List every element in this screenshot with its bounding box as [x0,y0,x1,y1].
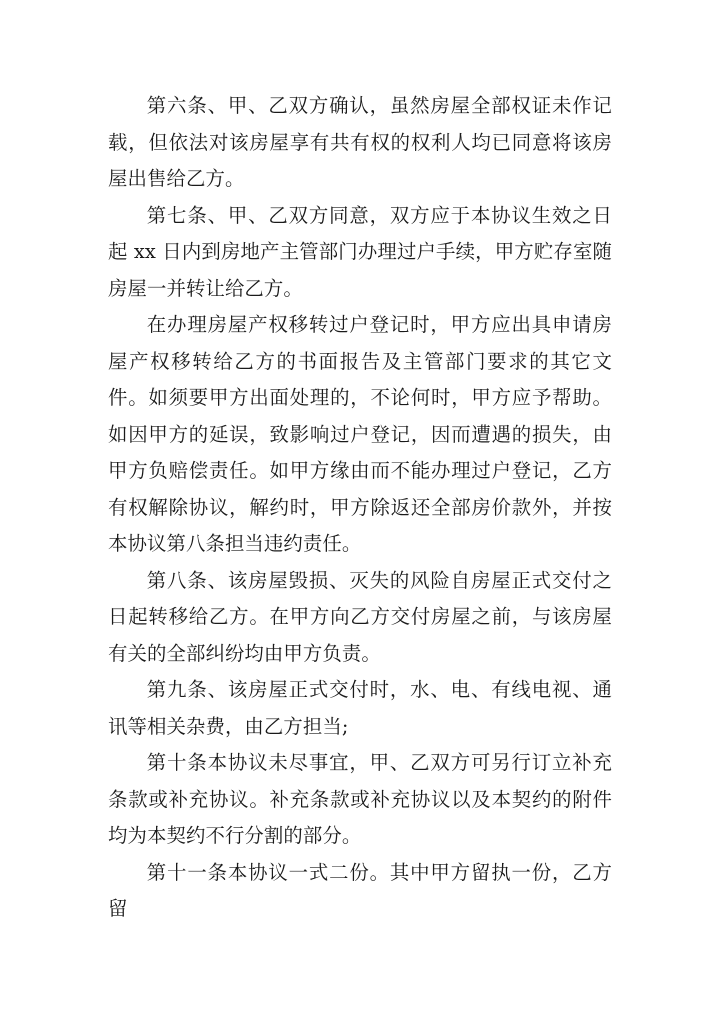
clause-10-paragraph: 第十条本协议未尽事宜，甲、乙双方可另行订立补充条款或补充协议。补充条款或补充协议以及本契约的附件均为本契约不行分割的部分。 [108,751,612,847]
document-body [108,88,612,928]
clause-7-paragraph: 第七条、甲、乙双方同意，双方应于本协议生效之日起 xx 日内到房地产主管部门办理过户手续，甲方贮存室随房屋一并转让给乙方。 [108,203,612,300]
clause-11-paragraph: 第十一条本协议一式二份。其中甲方留执一份，乙方留 [108,860,612,920]
clause-8-paragraph: 第八条、该房屋毁损、灭失的风险自房屋正式交付之日起转移给乙方。在甲方向乙方交付房屋之前，与该房屋有关的全部纠纷均由甲方负责。 [108,568,612,665]
transfer-registration-paragraph: 在办理房屋产权移转过户登记时，甲方应出具申请房屋产权移转给乙方的书面报告及主管部门要求的其它文件。如须要甲方出面处理的，不论何时，甲方应予帮助。如因甲方的延误，致影响过户登记，因而遭遇的损失，由甲方负赔偿责任。如甲方缘由而不能办理过户登记，乙方有权解除协议，解约时，甲方除返还全部房价款外，并按本协议第八条担当违约责任。 [108,313,612,555]
clause-9-paragraph: 第九条、该房屋正式交付时，水、电、有线电视、通讯等相关杂费，由乙方担当; [108,678,612,738]
clause-6-paragraph: 第六条、甲、乙双方确认，虽然房屋全部权证未作记载，但依法对该房屋享有共有权的权利人均已同意将该房屋出售给乙方。 [108,94,612,190]
